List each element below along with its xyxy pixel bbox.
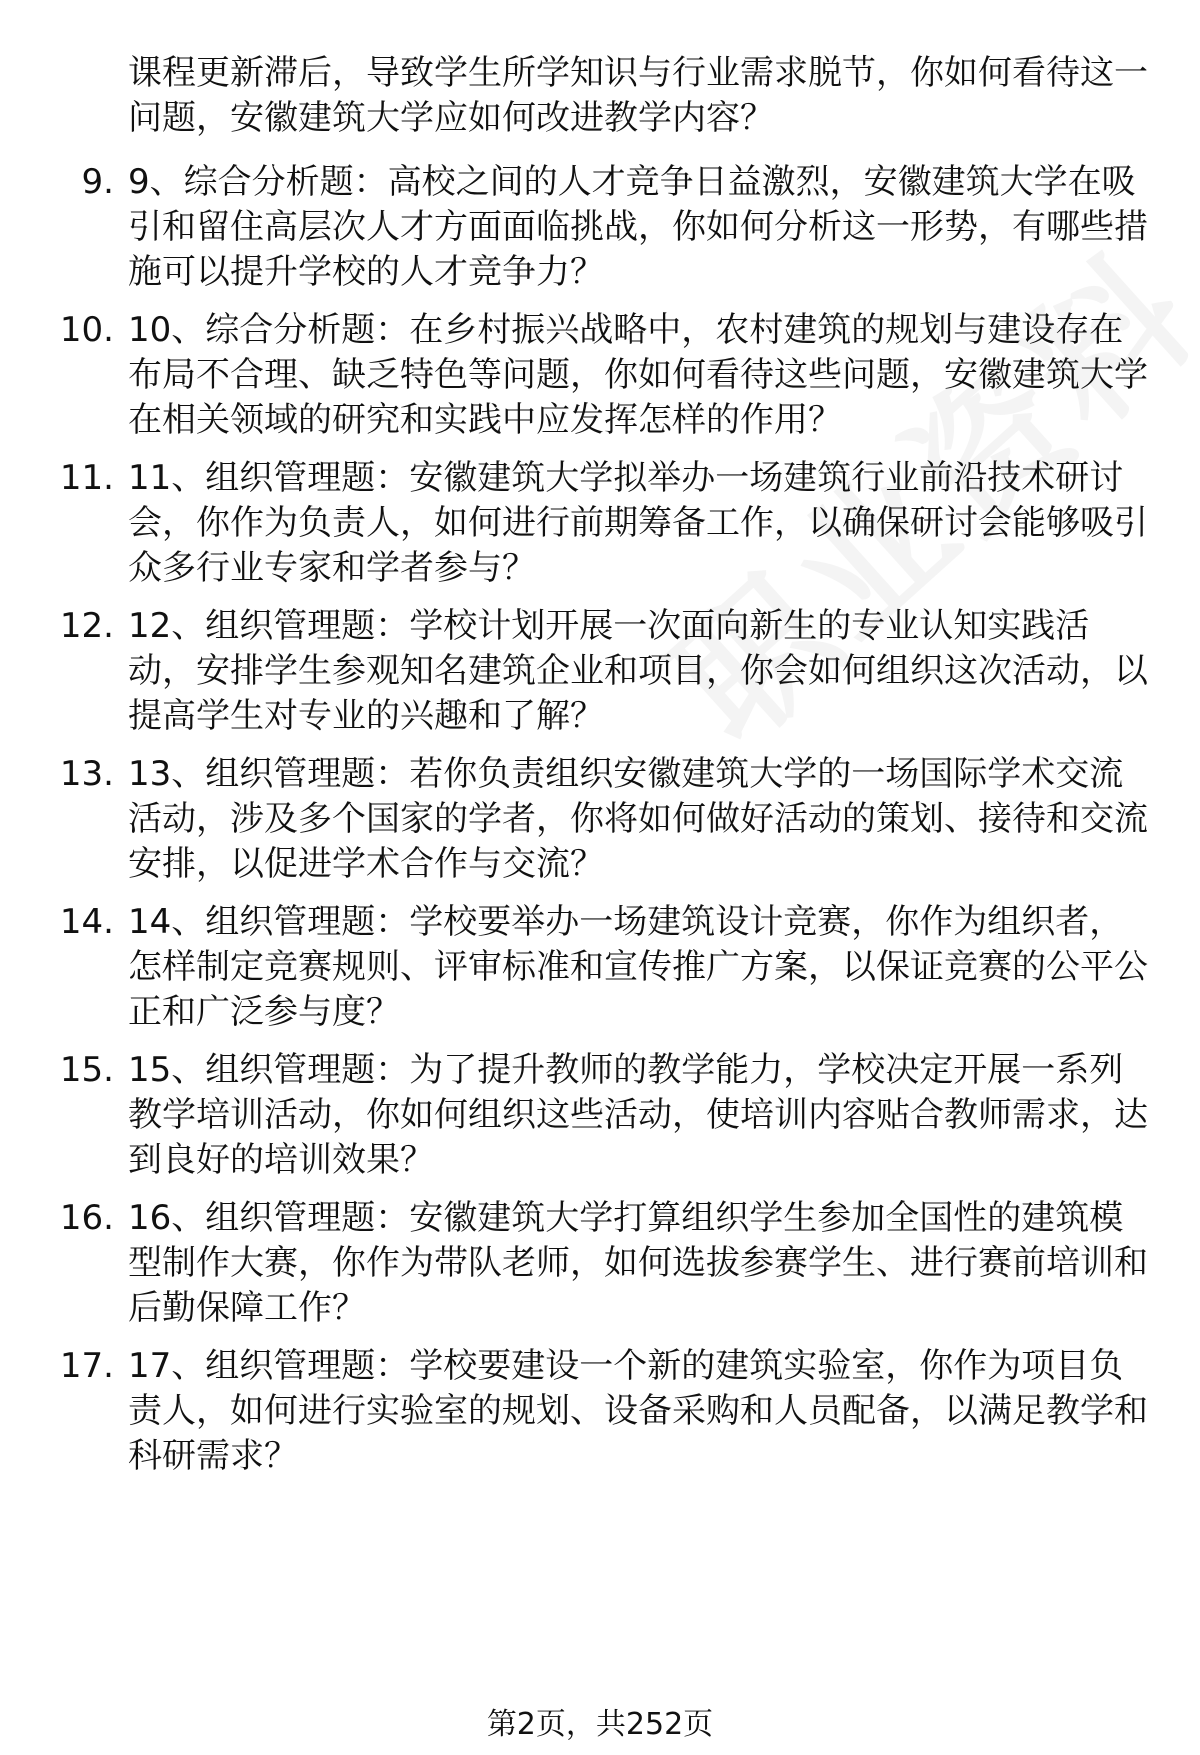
item-number: 13. [59,754,114,794]
item-text: 12、组织管理题：学校计划开展一次面向新生的专业认知实践活动，安排学生参观知名建筑企业和项目，你会如何组织这次活动，以提高学生对专业的兴趣和了解？ [128,606,1148,736]
item-number: 15. [59,1050,114,1090]
item-number: 10. [59,310,114,350]
page-footer: 第2页，共252页 [486,1707,714,1742]
item-text: 11、组织管理题：安徽建筑大学拟举办一场建筑行业前沿技术研讨会，你作为负责人，如何进行前期筹备工作，以确保研讨会能够吸引众多行业专家和学者参与？ [128,458,1148,588]
item-text: 15、组织管理题：为了提升教师的教学能力，学校决定开展一系列教学培训活动，你如何组织这些活动，使培训内容贴合教师需求，达到良好的培训效果？ [128,1050,1148,1180]
item-number: 16. [59,1198,114,1238]
item-number: 11. [59,458,114,498]
item-number: 14. [59,902,114,942]
item-text: 16、组织管理题：安徽建筑大学打算组织学生参加全国性的建筑模型制作大赛，你作为带队老师，如何选拔参赛学生、进行赛前培训和后勤保障工作？ [128,1198,1148,1328]
intro-continuation: 课程更新滞后，导致学生所学知识与行业需求脱节，你如何看待这一问题，安徽建筑大学应如何改进教学内容？ [128,53,1148,138]
item-text: 14、组织管理题：学校要举办一场建筑设计竞赛，你作为组织者，怎样制定竞赛规则、评审标准和宣传推广方案，以保证竞赛的公平公正和广泛参与度？ [128,902,1148,1032]
item-number: 12. [59,606,114,646]
item-text: 13、组织管理题：若你负责组织安徽建筑大学的一场国际学术交流活动，涉及多个国家的学者，你将如何做好活动的策划、接待和交流安排，以促进学术合作与交流？ [128,754,1148,884]
item-number: 9. [81,162,114,202]
item-text: 17、组织管理题：学校要建设一个新的建筑实验室，你作为项目负责人，如何进行实验室的规划、设备采购和人员配备，以满足教学和科研需求？ [128,1346,1148,1476]
item-text: 10、综合分析题：在乡村振兴战略中，农村建筑的规划与建设存在布局不合理、缺乏特色等问题，你如何看待这些问题，安徽建筑大学在相关领域的研究和实践中应发挥怎样的作用？ [128,310,1148,440]
item-text: 9、综合分析题：高校之间的人才竞争日益激烈，安徽建筑大学在吸引和留住高层次人才方面面临挑战，你如何分析这一形势，有哪些措施可以提升学校的人才竞争力？ [128,162,1148,292]
item-number: 17. [59,1346,114,1386]
